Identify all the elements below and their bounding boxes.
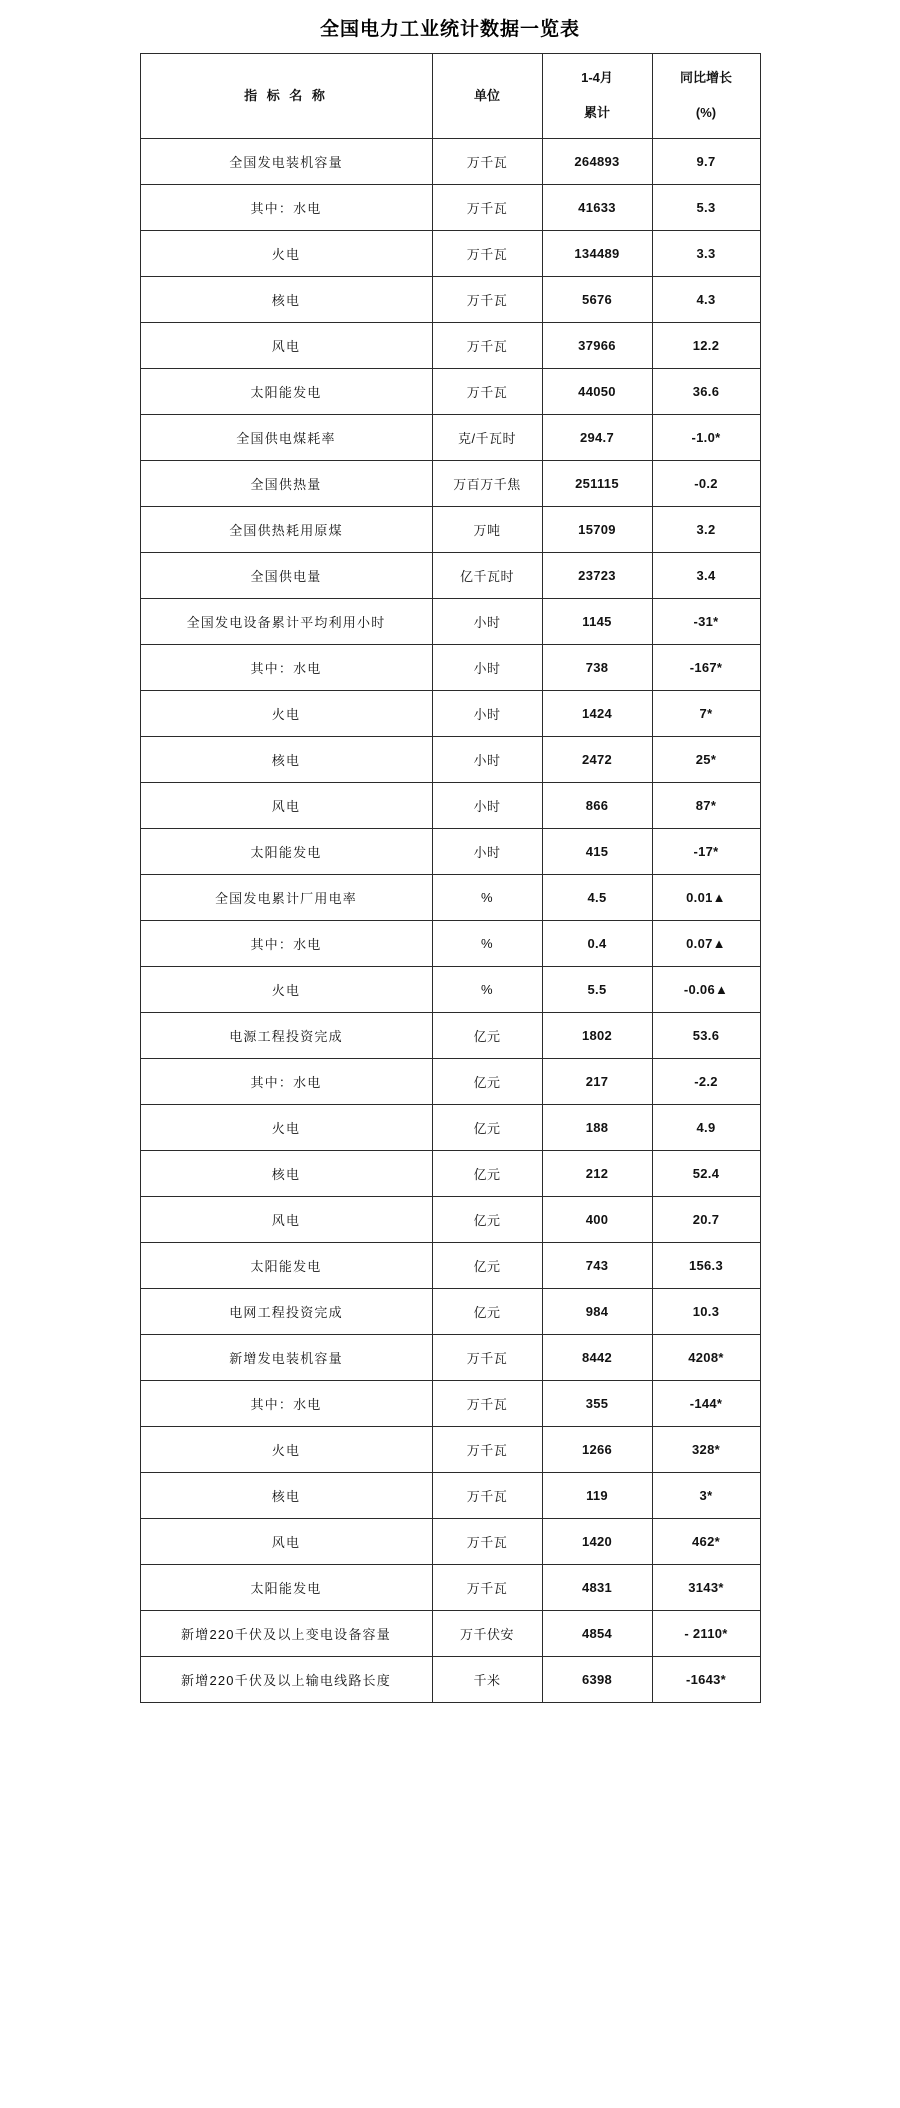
cell-yoy-value: 4.3	[652, 277, 760, 323]
cell-indicator-name: 核电	[140, 1151, 432, 1197]
cell-indicator-name: 火电	[140, 231, 432, 277]
cell-indicator-name: 火电	[140, 1105, 432, 1151]
cell-yoy-value: - 2110*	[652, 1611, 760, 1657]
cell-unit: 万千瓦	[432, 231, 542, 277]
cell-indicator-name: 其中：水电	[140, 185, 432, 231]
cell-unit: 克/千瓦时	[432, 415, 542, 461]
table-row	[140, 1473, 760, 1519]
cell-period-value: 15709	[542, 507, 652, 553]
cell-yoy-value: 36.6	[652, 369, 760, 415]
cell-unit: 小时	[432, 645, 542, 691]
cell-indicator-name: 火电	[140, 967, 432, 1013]
cell-period-value: 1424	[542, 691, 652, 737]
cell-yoy-value: -1643*	[652, 1657, 760, 1703]
cell-indicator-name: 核电	[140, 737, 432, 783]
cell-yoy-value: 4208*	[652, 1335, 760, 1381]
cell-period-value: 1145	[542, 599, 652, 645]
table-row	[140, 415, 760, 461]
cell-period-value: 212	[542, 1151, 652, 1197]
cell-period-value: 1266	[542, 1427, 652, 1473]
cell-yoy-value: 4.9	[652, 1105, 760, 1151]
cell-yoy-value: 156.3	[652, 1243, 760, 1289]
cell-indicator-name: 太阳能发电	[140, 1243, 432, 1289]
cell-yoy-value: 5.3	[652, 185, 760, 231]
table-row	[140, 1565, 760, 1611]
cell-period-value: 415	[542, 829, 652, 875]
table-header	[140, 54, 760, 139]
cell-yoy-value: 3143*	[652, 1565, 760, 1611]
cell-indicator-name: 其中：水电	[140, 645, 432, 691]
cell-period-value: 188	[542, 1105, 652, 1151]
cell-period-value: 4.5	[542, 875, 652, 921]
cell-period-value: 2472	[542, 737, 652, 783]
table-row	[140, 231, 760, 277]
cell-yoy-value: 328*	[652, 1427, 760, 1473]
power-statistics-table	[140, 53, 761, 1703]
column-header-period-line2: 累计	[583, 105, 610, 120]
table-row	[140, 139, 760, 185]
cell-yoy-value: -0.2	[652, 461, 760, 507]
table-row	[140, 645, 760, 691]
cell-period-value: 4854	[542, 1611, 652, 1657]
cell-yoy-value: 3.4	[652, 553, 760, 599]
table-row	[140, 599, 760, 645]
cell-period-value: 4831	[542, 1565, 652, 1611]
cell-yoy-value: 462*	[652, 1519, 760, 1565]
cell-indicator-name: 火电	[140, 1427, 432, 1473]
cell-unit: 小时	[432, 829, 542, 875]
cell-period-value: 400	[542, 1197, 652, 1243]
cell-unit: 万千瓦	[432, 1473, 542, 1519]
cell-indicator-name: 风电	[140, 1519, 432, 1565]
table-row	[140, 1243, 760, 1289]
cell-unit: 万千瓦	[432, 1427, 542, 1473]
table-row	[140, 1335, 760, 1381]
cell-period-value: 1420	[542, 1519, 652, 1565]
cell-unit: 亿千瓦时	[432, 553, 542, 599]
table-row	[140, 1657, 760, 1703]
column-header-yoy	[652, 54, 760, 139]
cell-period-value: 37966	[542, 323, 652, 369]
cell-indicator-name: 其中：水电	[140, 921, 432, 967]
cell-yoy-value: 9.7	[652, 139, 760, 185]
column-header-period	[542, 54, 652, 139]
cell-period-value: 8442	[542, 1335, 652, 1381]
cell-period-value: 119	[542, 1473, 652, 1519]
cell-unit: %	[432, 967, 542, 1013]
table-row	[140, 277, 760, 323]
cell-indicator-name: 其中：水电	[140, 1059, 432, 1105]
cell-period-value: 5.5	[542, 967, 652, 1013]
cell-indicator-name: 新增220千伏及以上输电线路长度	[140, 1657, 432, 1703]
cell-unit: 万千瓦	[432, 369, 542, 415]
cell-period-value: 23723	[542, 553, 652, 599]
cell-indicator-name: 其中：水电	[140, 1381, 432, 1427]
cell-indicator-name: 全国供电煤耗率	[140, 415, 432, 461]
column-header-yoy-line2: (%)	[695, 105, 717, 120]
cell-unit: 亿元	[432, 1013, 542, 1059]
cell-unit: %	[432, 875, 542, 921]
table-row	[140, 875, 760, 921]
cell-indicator-name: 新增发电装机容量	[140, 1335, 432, 1381]
cell-unit: 亿元	[432, 1151, 542, 1197]
cell-yoy-value: -2.2	[652, 1059, 760, 1105]
cell-unit: 万千瓦	[432, 185, 542, 231]
cell-indicator-name: 火电	[140, 691, 432, 737]
cell-yoy-value: -0.06▲	[652, 967, 760, 1013]
cell-indicator-name: 电源工程投资完成	[140, 1013, 432, 1059]
cell-unit: 亿元	[432, 1059, 542, 1105]
cell-indicator-name: 风电	[140, 1197, 432, 1243]
cell-unit: 亿元	[432, 1243, 542, 1289]
cell-yoy-value: -167*	[652, 645, 760, 691]
cell-unit: 亿元	[432, 1289, 542, 1335]
table-row	[140, 1427, 760, 1473]
cell-period-value: 866	[542, 783, 652, 829]
cell-yoy-value: 0.07▲	[652, 921, 760, 967]
cell-period-value: 738	[542, 645, 652, 691]
page-title: 全国电力工业统计数据一览表	[319, 19, 580, 40]
cell-yoy-value: -17*	[652, 829, 760, 875]
table-row	[140, 1105, 760, 1151]
cell-unit: 万千瓦	[432, 1335, 542, 1381]
cell-yoy-value: 0.01▲	[652, 875, 760, 921]
column-header-indicator-name: 指 标 名 称	[140, 54, 432, 139]
table-row	[140, 369, 760, 415]
cell-period-value: 984	[542, 1289, 652, 1335]
cell-unit: 万百万千焦	[432, 461, 542, 507]
cell-yoy-value: 12.2	[652, 323, 760, 369]
cell-unit: 万千瓦	[432, 1565, 542, 1611]
table-row	[140, 461, 760, 507]
cell-period-value: 41633	[542, 185, 652, 231]
cell-period-value: 44050	[542, 369, 652, 415]
cell-yoy-value: 3*	[652, 1473, 760, 1519]
cell-unit: 万吨	[432, 507, 542, 553]
cell-unit: 亿元	[432, 1197, 542, 1243]
column-header-unit: 单位	[432, 54, 542, 139]
cell-period-value: 264893	[542, 139, 652, 185]
table-row	[140, 323, 760, 369]
cell-yoy-value: 20.7	[652, 1197, 760, 1243]
cell-indicator-name: 太阳能发电	[140, 1565, 432, 1611]
cell-yoy-value: 52.4	[652, 1151, 760, 1197]
cell-unit: 万千瓦	[432, 1381, 542, 1427]
table-row	[140, 1013, 760, 1059]
table-row	[140, 921, 760, 967]
cell-period-value: 6398	[542, 1657, 652, 1703]
table-header-row	[140, 54, 760, 139]
cell-indicator-name: 全国供热量	[140, 461, 432, 507]
table-row	[140, 829, 760, 875]
cell-indicator-name: 风电	[140, 783, 432, 829]
table-row	[140, 691, 760, 737]
cell-yoy-value: 3.3	[652, 231, 760, 277]
table-row	[140, 553, 760, 599]
cell-yoy-value: 53.6	[652, 1013, 760, 1059]
cell-period-value: 5676	[542, 277, 652, 323]
table-row	[140, 737, 760, 783]
cell-unit: 亿元	[432, 1105, 542, 1151]
cell-unit: 小时	[432, 599, 542, 645]
cell-unit: 小时	[432, 737, 542, 783]
table-row	[140, 185, 760, 231]
column-header-yoy-line1: 同比增长	[679, 70, 732, 86]
table-row	[140, 507, 760, 553]
cell-indicator-name: 电网工程投资完成	[140, 1289, 432, 1335]
cell-unit: 万千瓦	[432, 277, 542, 323]
cell-indicator-name: 太阳能发电	[140, 829, 432, 875]
cell-yoy-value: 25*	[652, 737, 760, 783]
table-row	[140, 967, 760, 1013]
table-body	[140, 139, 760, 1703]
cell-period-value: 294.7	[542, 415, 652, 461]
cell-period-value: 743	[542, 1243, 652, 1289]
table-row	[140, 1197, 760, 1243]
cell-unit: 万千伏安	[432, 1611, 542, 1657]
cell-indicator-name: 全国供热耗用原煤	[140, 507, 432, 553]
table-row	[140, 1059, 760, 1105]
cell-unit: %	[432, 921, 542, 967]
cell-period-value: 251115	[542, 461, 652, 507]
cell-yoy-value: 87*	[652, 783, 760, 829]
cell-indicator-name: 核电	[140, 277, 432, 323]
table-row	[140, 1519, 760, 1565]
cell-indicator-name: 核电	[140, 1473, 432, 1519]
cell-period-value: 0.4	[542, 921, 652, 967]
cell-unit: 万千瓦	[432, 1519, 542, 1565]
cell-indicator-name: 新增220千伏及以上变电设备容量	[140, 1611, 432, 1657]
cell-yoy-value: -144*	[652, 1381, 760, 1427]
cell-unit: 千米	[432, 1657, 542, 1703]
cell-yoy-value: -1.0*	[652, 415, 760, 461]
cell-unit: 小时	[432, 783, 542, 829]
cell-yoy-value: 7*	[652, 691, 760, 737]
table-row	[140, 1381, 760, 1427]
table-row	[140, 1151, 760, 1197]
cell-unit: 万千瓦	[432, 139, 542, 185]
cell-indicator-name: 风电	[140, 323, 432, 369]
cell-unit: 小时	[432, 691, 542, 737]
column-header-period-line1: 1-4月	[581, 70, 613, 86]
table-row	[140, 1611, 760, 1657]
cell-indicator-name: 全国供电量	[140, 553, 432, 599]
table-row	[140, 1289, 760, 1335]
cell-period-value: 1802	[542, 1013, 652, 1059]
cell-unit: 万千瓦	[432, 323, 542, 369]
cell-yoy-value: -31*	[652, 599, 760, 645]
cell-indicator-name: 太阳能发电	[140, 369, 432, 415]
table-container	[0, 53, 900, 1703]
cell-period-value: 217	[542, 1059, 652, 1105]
cell-period-value: 134489	[542, 231, 652, 277]
cell-yoy-value: 3.2	[652, 507, 760, 553]
cell-period-value: 355	[542, 1381, 652, 1427]
cell-yoy-value: 10.3	[652, 1289, 760, 1335]
table-row	[140, 783, 760, 829]
cell-indicator-name: 全国发电设备累计平均利用小时	[140, 599, 432, 645]
cell-indicator-name: 全国发电累计厂用电率	[140, 875, 432, 921]
cell-indicator-name: 全国发电装机容量	[140, 139, 432, 185]
